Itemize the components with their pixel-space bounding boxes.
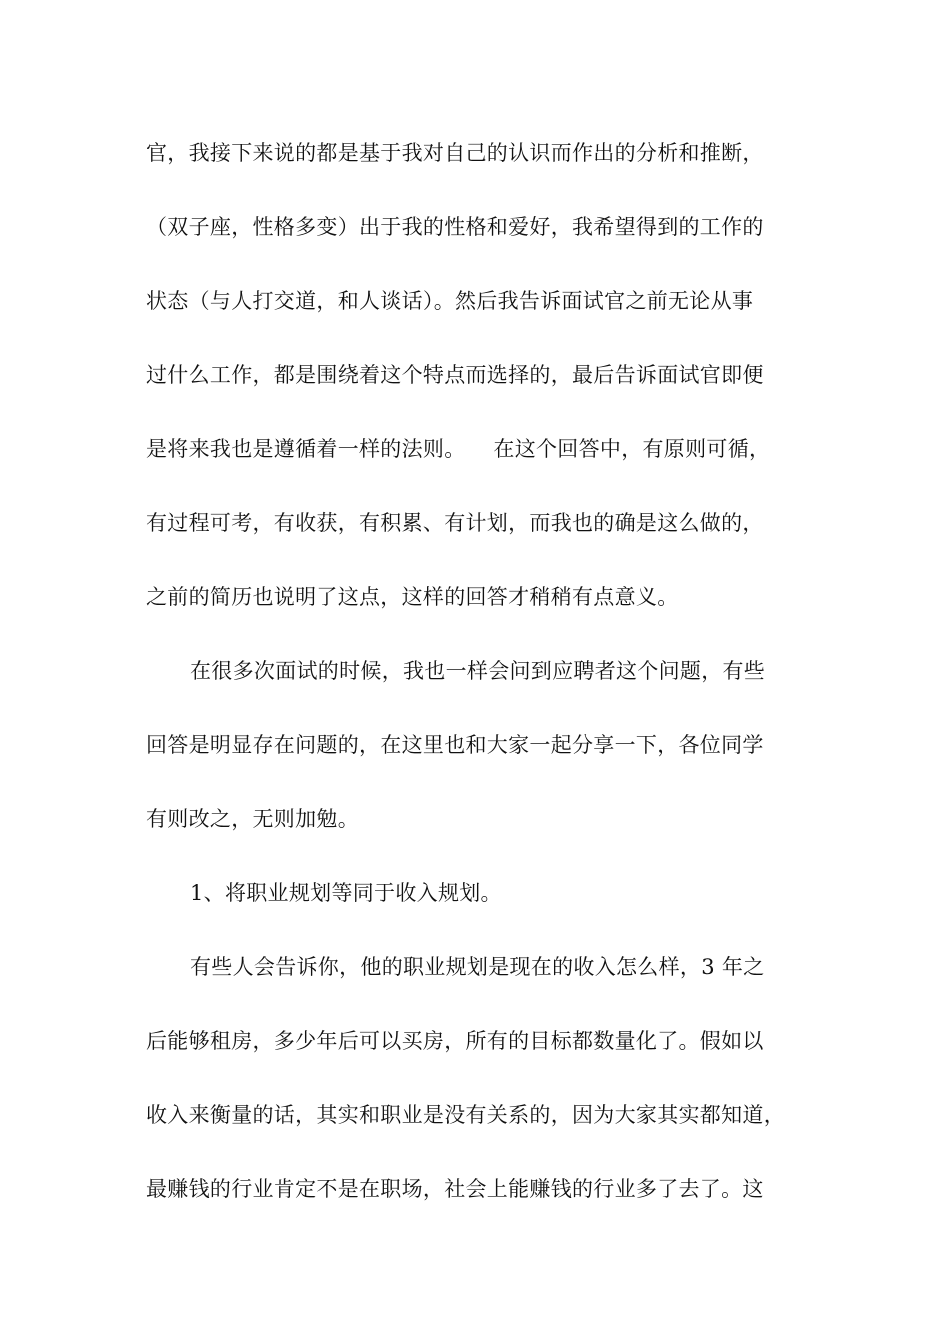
text-line: 是将来我也是遵循着一样的法则。 在这个回答中，有原则可循， <box>146 437 771 461</box>
paragraph-first-line: 在很多次面试的时候，我也一样会问到应聘者这个问题，有些 <box>190 659 766 683</box>
text-line: 状态（与人打交道，和人谈话）。然后我告诉面试官之前无论从事 <box>146 289 754 313</box>
text-line: 收入来衡量的话，其实和职业是没有关系的，因为大家其实都知道， <box>146 1103 785 1127</box>
text-line: 之前的简历也说明了这点，这样的回答才稍稍有点意义。 <box>146 585 679 609</box>
text-line: 官，我接下来说的都是基于我对自己的认识而作出的分析和推断， <box>146 141 764 165</box>
text-line: 最赚钱的行业肯定不是在职场，社会上能赚钱的行业多了去了。这 <box>146 1177 764 1201</box>
text-line: 有过程可考，有收获，有积累、有计划，而我也的确是这么做的， <box>146 511 764 535</box>
text-line: 回答是明显存在问题的，在这里也和大家一起分享一下，各位同学 <box>146 733 764 757</box>
text-line: 过什么工作，都是围绕着这个特点而选择的，最后告诉面试官即便 <box>146 363 764 387</box>
paragraph-first-line: 有些人会告诉你，他的职业规划是现在的收入怎么样，3 年之 <box>190 955 765 979</box>
list-item-heading: 1、将职业规划等同于收入规划。 <box>190 881 502 905</box>
body-text <box>146 127 826 1237</box>
text-line: 后能够租房，多少年后可以买房，所有的目标都数量化了。假如以 <box>146 1029 764 1053</box>
text-line: （双子座，性格多变）出于我的性格和爱好，我希望得到的工作的 <box>146 215 764 239</box>
text-line: 有则改之，无则加勉。 <box>146 807 359 831</box>
